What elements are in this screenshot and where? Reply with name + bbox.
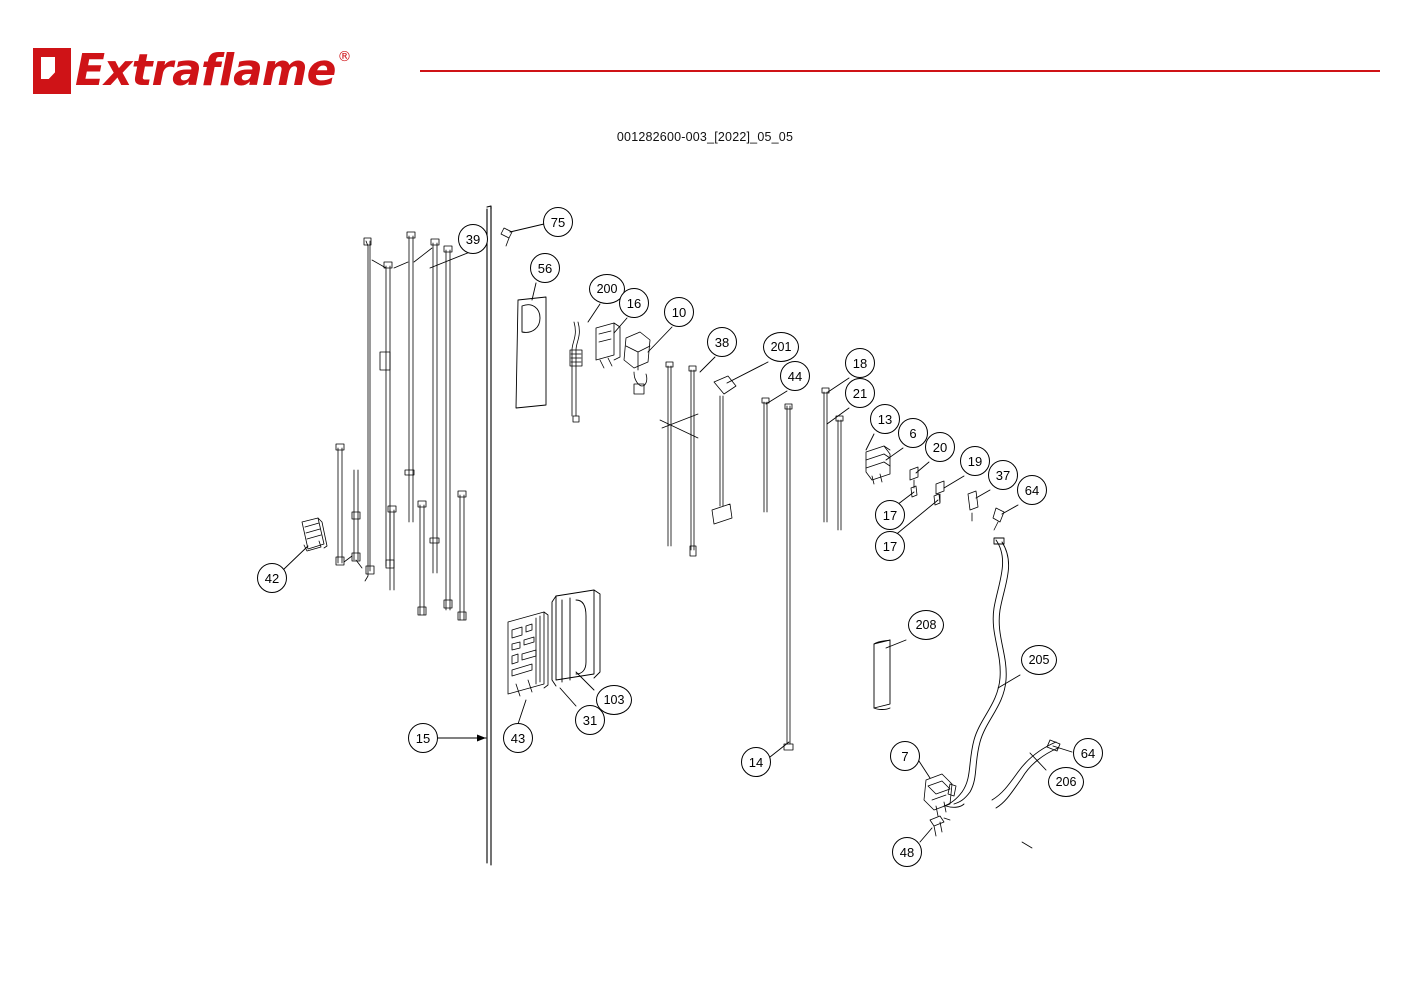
callout-21[interactable]: 21 (845, 378, 875, 408)
callout-38[interactable]: 38 (707, 327, 737, 357)
part-10-pushbutton (624, 332, 650, 394)
callout-208[interactable]: 208 (908, 610, 944, 640)
callout-15[interactable]: 15 (408, 723, 438, 753)
part-14-long-tube (784, 404, 793, 750)
part-7-pressure-switch (924, 774, 956, 816)
callout-44[interactable]: 44 (780, 361, 810, 391)
part-wiring-harness-group (336, 232, 466, 620)
callout-6[interactable]: 6 (898, 418, 928, 448)
callout-39[interactable]: 39 (458, 224, 488, 254)
callout-75[interactable]: 75 (543, 207, 573, 237)
callout-14[interactable]: 14 (741, 747, 771, 777)
callout-205[interactable]: 205 (1021, 645, 1057, 675)
document-code: 001282600-003_[2022]_05_05 (616, 130, 794, 144)
brand-name: Extraflame (75, 45, 336, 96)
callout-64-top[interactable]: 64 (1017, 475, 1047, 505)
callout-10[interactable]: 10 (664, 297, 694, 327)
part-200-sensor-cable (570, 322, 582, 422)
part-42-connector-block (302, 518, 327, 551)
registered-trademark-icon: ® (337, 49, 352, 65)
part-205-flexible-hose (944, 538, 1009, 807)
part-56-panel (516, 297, 546, 408)
callout-7[interactable]: 7 (890, 741, 920, 771)
callout-13[interactable]: 13 (870, 404, 900, 434)
part-208-tube (874, 640, 890, 710)
callout-48[interactable]: 48 (892, 837, 922, 867)
callout-17-b[interactable]: 17 (875, 531, 905, 561)
callout-18[interactable]: 18 (845, 348, 875, 378)
callout-103[interactable]: 103 (596, 685, 632, 715)
part-48-fitting (930, 816, 950, 836)
part-44-rod (762, 398, 769, 512)
misc-marks (1022, 842, 1032, 848)
part-75-clip (501, 228, 512, 246)
part-38-probe-rods (660, 362, 698, 556)
callout-17-a[interactable]: 17 (875, 500, 905, 530)
callout-206[interactable]: 206 (1048, 767, 1084, 797)
part-18-21-cables (822, 388, 843, 530)
callout-42[interactable]: 42 (257, 563, 287, 593)
part-13-6-terminal-block (866, 446, 890, 484)
callout-19[interactable]: 19 (960, 446, 990, 476)
callout-64-bottom[interactable]: 64 (1073, 738, 1103, 768)
callout-56[interactable]: 56 (530, 253, 560, 283)
callout-200[interactable]: 200 (589, 274, 625, 304)
callout-20[interactable]: 20 (925, 432, 955, 462)
callout-37[interactable]: 37 (988, 460, 1018, 490)
callout-201[interactable]: 201 (763, 332, 799, 362)
part-frame-rail (487, 206, 491, 865)
part-201-igniter (712, 376, 736, 524)
part-43-control-board (508, 612, 548, 696)
callout-16[interactable]: 16 (619, 288, 649, 318)
callout-31[interactable]: 31 (575, 705, 605, 735)
callout-43[interactable]: 43 (503, 723, 533, 753)
